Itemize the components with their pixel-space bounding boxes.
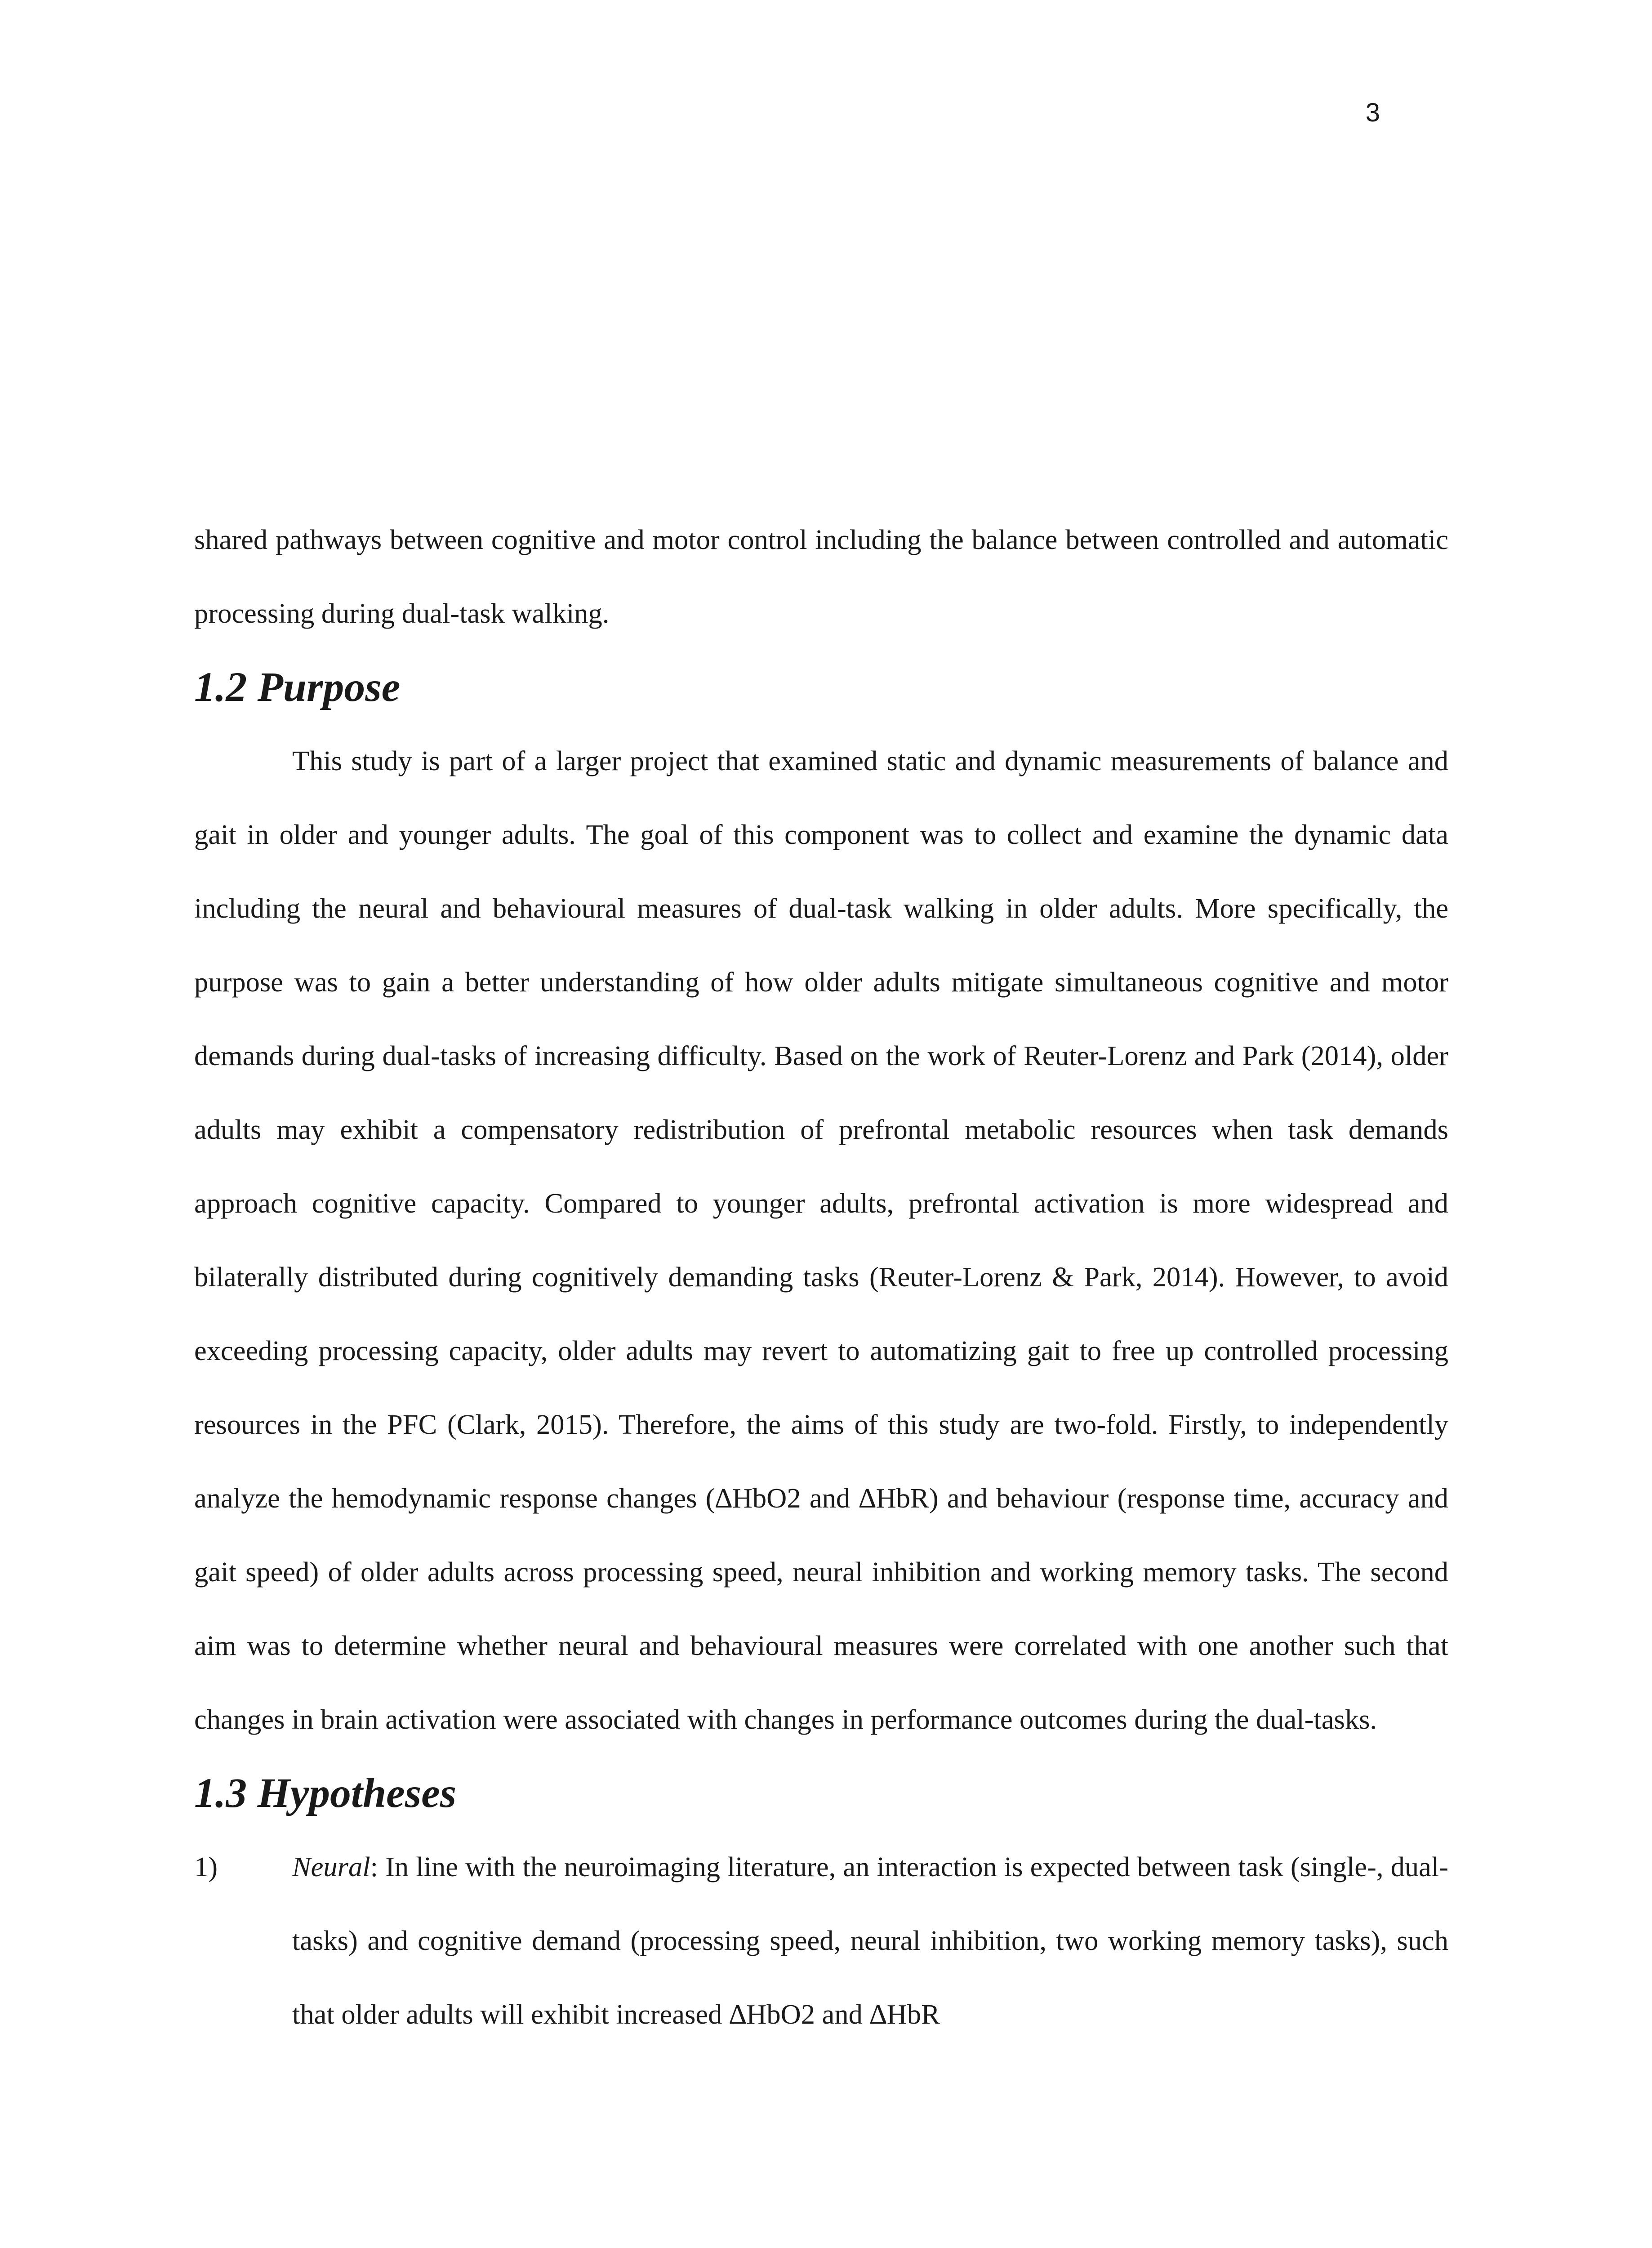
hypotheses-list: [194, 1830, 1448, 2051]
intro-paragraph: shared pathways between cognitive and motor control including the balance between controlled and automatic processing during dual-task walking.: [194, 524, 1448, 629]
purpose-paragraph: This study is part of a larger project that examined static and dynamic measurements of balance and gait in older and younger adults. The goal of this component was to collect and examine the dynamic data including the neural and behavioural measures of dual-task walking in older adults. More specifically, the purpose was to gain a better understanding of how older adults mitigate simultaneous cognitive and motor demands during dual-tasks of increasing difficulty. Based on the work of Reuter-Lorenz and Park (2014), older adults may exhibit a compensatory redistribution of prefrontal metabolic resources when task demands approach cognitive capacity. Compared to younger adults, prefrontal activation is more widespread and bilaterally distributed during cognitively demanding tasks (Reuter-Lorenz & Park, 2014). However, to avoid exceeding processing capacity, older adults may revert to automatizing gait to free up controlled processing resources in the PFC (Clark, 2015). Therefore, the aims of this study are two-fold. Firstly, to independently analyze the hemodynamic response changes (∆HbO2 and ∆HbR) and behaviour (response time, accuracy and gait speed) of older adults across processing speed, neural inhibition and working memory tasks. The second aim was to determine whether neural and behavioural measures were correlated with one another such that changes in brain activation were associated with changes in performance outcomes during the dual-tasks.: [194, 745, 1448, 1735]
hypothesis-number: 1): [194, 1851, 218, 1882]
hypothesis-item: [194, 1830, 1448, 2051]
page-number: 3: [1365, 98, 1380, 127]
section-heading-hypotheses: 1.3 Hypotheses: [194, 1770, 457, 1816]
section-heading-purpose: 1.2 Purpose: [194, 664, 401, 710]
hypothesis-text: : In line with the neuroimaging literature, an interaction is expected between task (single-, dual-tasks) and cognitive demand (processing speed, neural inhibition, two working memory tasks), such that older adults will exhibit increased ∆HbO2 and ∆HbR: [292, 1851, 1448, 2030]
page-body: [194, 503, 1448, 2051]
hypothesis-label: Neural: [292, 1851, 370, 1882]
